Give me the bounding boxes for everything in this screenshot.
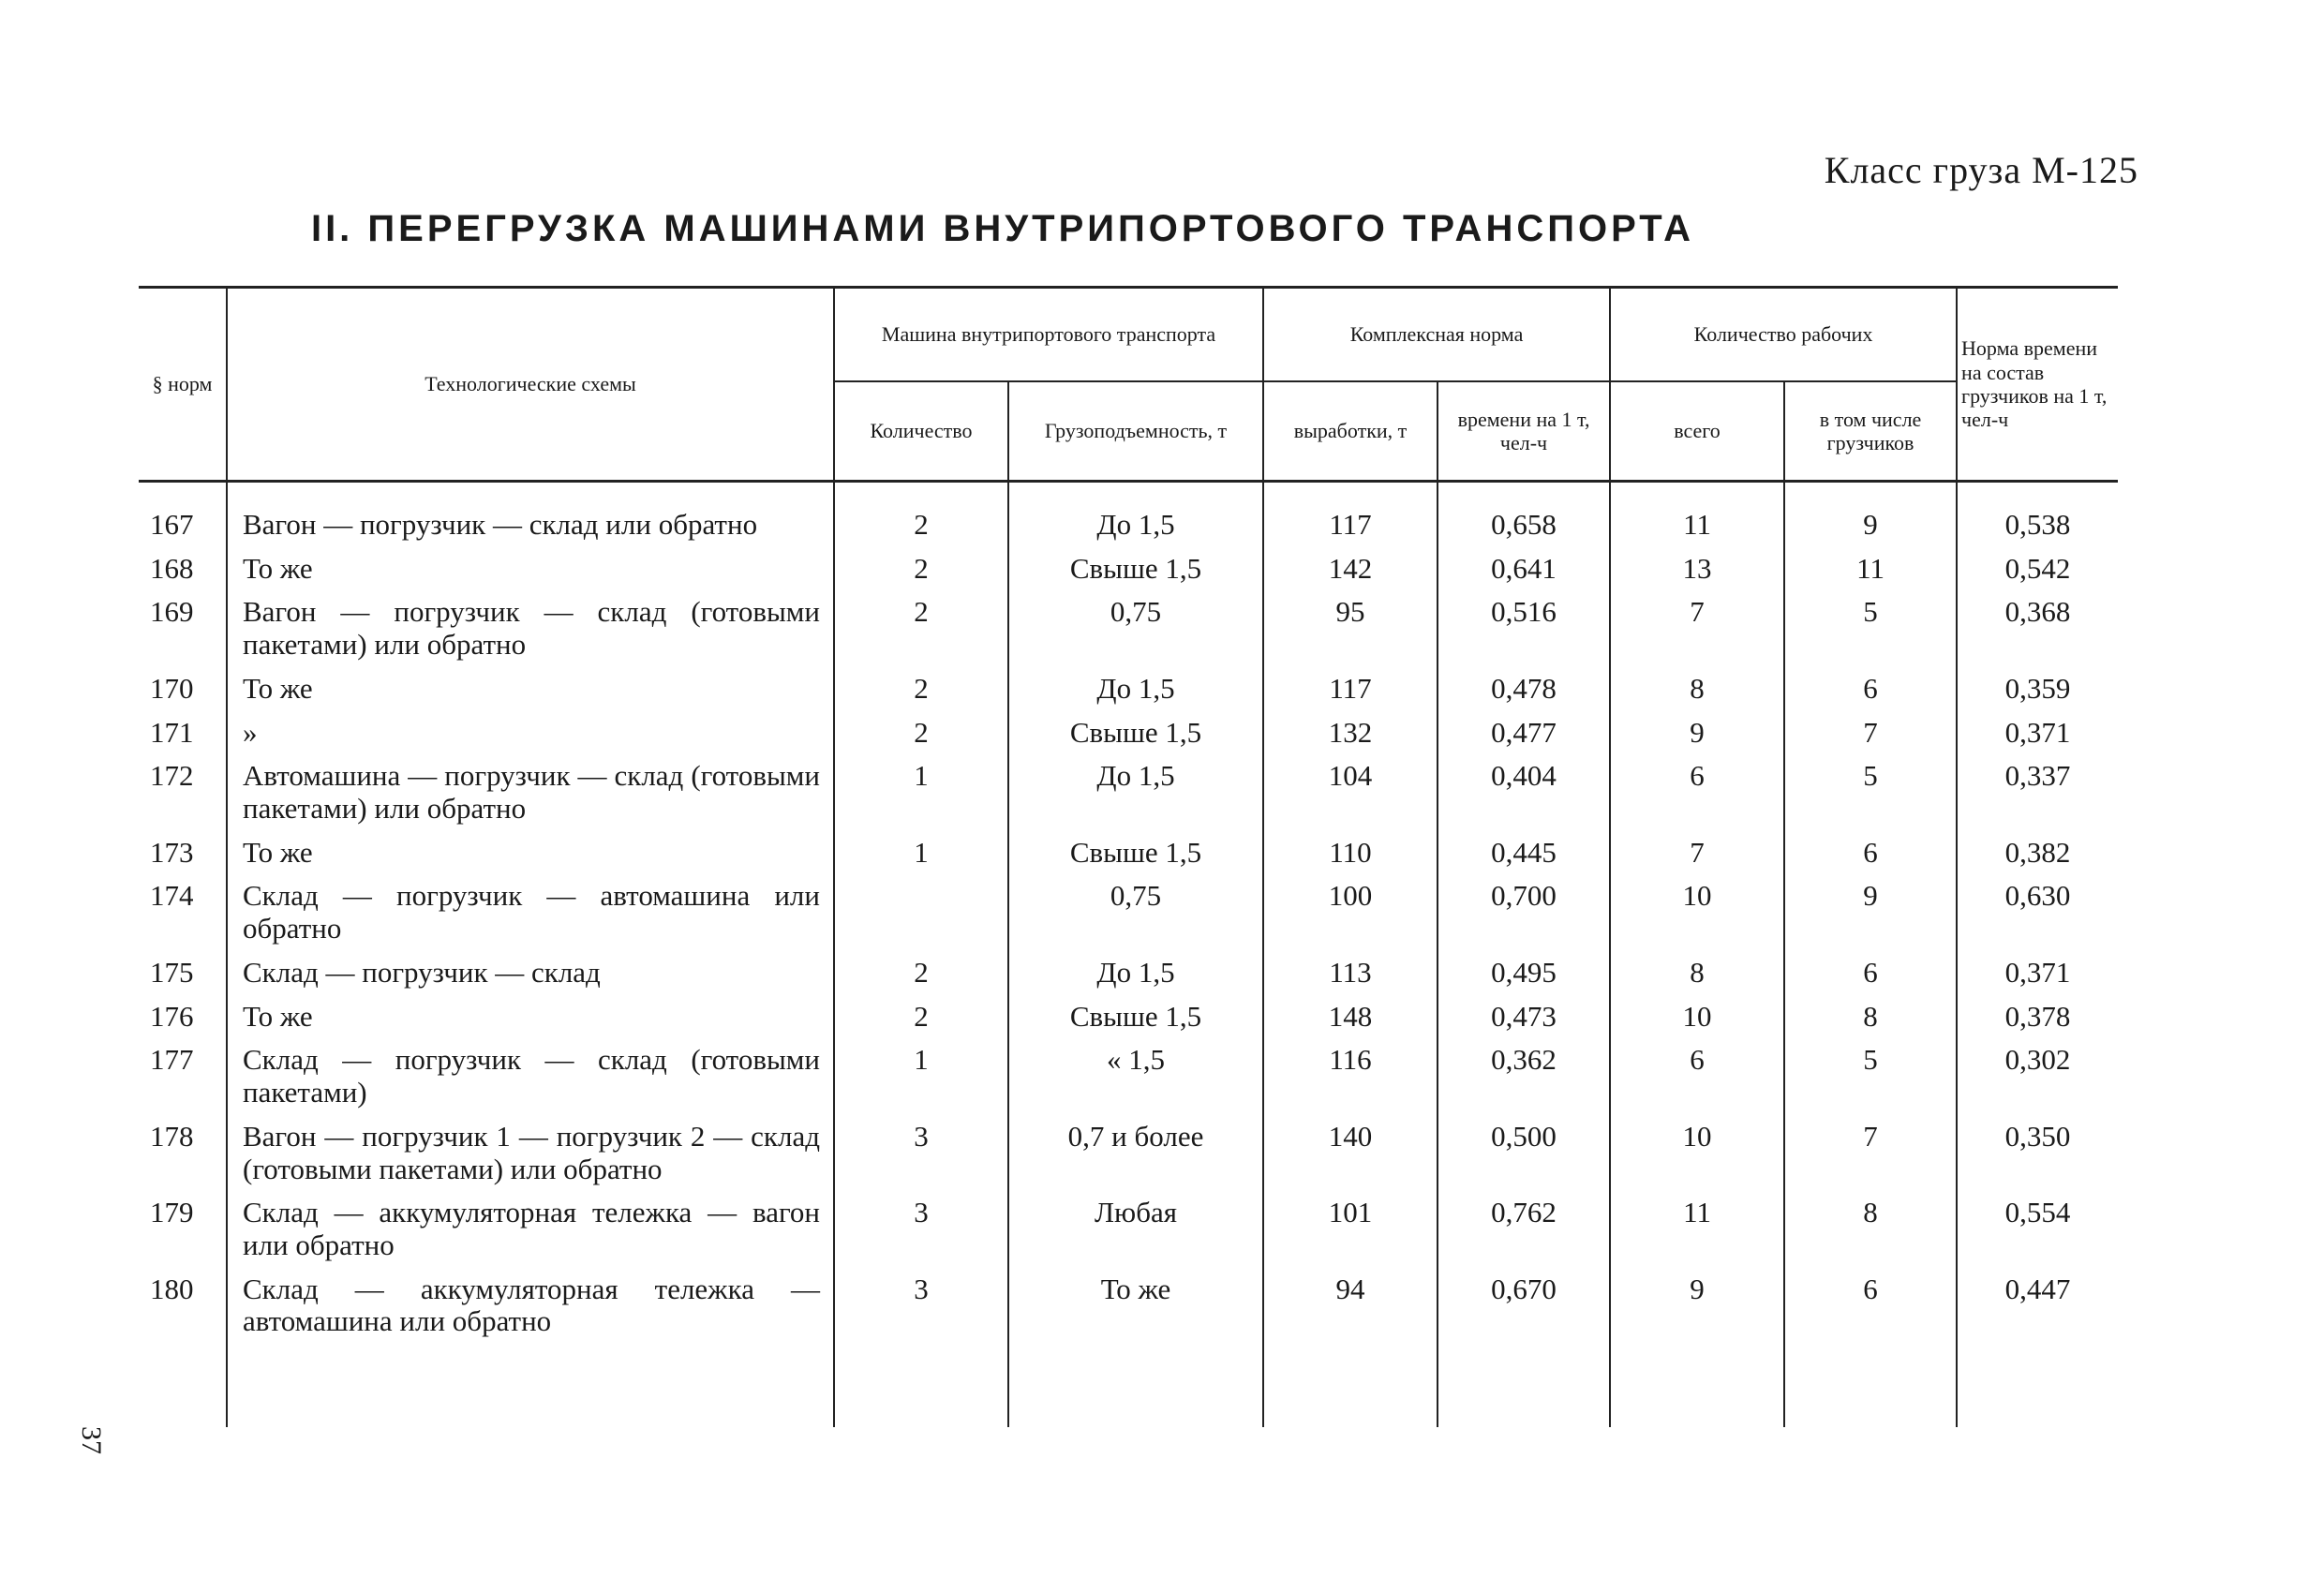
header-scheme: Технологические схемы — [227, 288, 834, 482]
row-time-norm: 0,630 — [1957, 869, 2118, 945]
row-time: 0,658 — [1438, 482, 1610, 542]
header-workers-total: всего — [1610, 381, 1784, 482]
row-number: 167 — [150, 508, 194, 541]
row-time-norm: 0,538 — [1957, 482, 2118, 542]
spacer-cell — [1263, 1338, 1438, 1427]
row-time-norm: 0,371 — [1957, 706, 2118, 750]
row-machine-count: 2 — [834, 662, 1008, 706]
header-complex-group: Комплексная норма — [1263, 288, 1610, 382]
row-workers-loaders: 5 — [1784, 1033, 1957, 1109]
row-time: 0,478 — [1438, 662, 1610, 706]
row-time: 0,404 — [1438, 749, 1610, 825]
row-workers-loaders: 8 — [1784, 990, 1957, 1034]
row-machine-count: 2 — [834, 706, 1008, 750]
row-capacity: Свыше 1,5 — [1008, 826, 1263, 870]
row-output: 148 — [1263, 990, 1438, 1034]
row-output: 100 — [1263, 869, 1438, 945]
table-row — [139, 1109, 2118, 1185]
row-capacity: До 1,5 — [1008, 662, 1263, 706]
table-row — [139, 585, 2118, 661]
row-scheme: То же — [227, 542, 834, 586]
row-output: 104 — [1263, 749, 1438, 825]
row-time: 0,641 — [1438, 542, 1610, 586]
row-scheme: Склад — аккумуляторная тележка — вагон или обратно — [227, 1185, 834, 1261]
row-workers-loaders: 8 — [1784, 1185, 1957, 1261]
row-time: 0,495 — [1438, 945, 1610, 990]
row-workers-total: 7 — [1610, 585, 1784, 661]
page-title: II. ПЕРЕГРУЗКА МАШИНАМИ ВНУТРИПОРТОВОГО ТРАНСПОРТА — [310, 208, 1695, 249]
header-workers-group: Количество рабочих — [1610, 288, 1957, 382]
page-number: 37 — [76, 1426, 107, 1454]
row-time: 0,516 — [1438, 585, 1610, 661]
table-body — [139, 482, 2118, 1428]
row-time-norm: 0,350 — [1957, 1109, 2118, 1185]
row-time: 0,700 — [1438, 869, 1610, 945]
row-scheme: То же — [227, 826, 834, 870]
table-row — [139, 1262, 2118, 1338]
table-row — [139, 990, 2118, 1034]
row-output: 95 — [1263, 585, 1438, 661]
row-time: 0,445 — [1438, 826, 1610, 870]
table-header — [139, 288, 2118, 482]
row-output: 113 — [1263, 945, 1438, 990]
row-capacity: До 1,5 — [1008, 945, 1263, 990]
row-output: 117 — [1263, 662, 1438, 706]
row-workers-total: 8 — [1610, 662, 1784, 706]
row-capacity: 0,75 — [1008, 869, 1263, 945]
row-machine-count: 2 — [834, 945, 1008, 990]
row-output: 132 — [1263, 706, 1438, 750]
row-time: 0,477 — [1438, 706, 1610, 750]
row-scheme: Склад — погрузчик — склад (готовыми пакетами) — [227, 1033, 834, 1109]
row-workers-loaders: 5 — [1784, 749, 1957, 825]
row-time-norm: 0,378 — [1957, 990, 2118, 1034]
row-output: 140 — [1263, 1109, 1438, 1185]
norm-table — [139, 286, 2118, 1427]
row-capacity: Свыше 1,5 — [1008, 542, 1263, 586]
row-machine-count: 2 — [834, 990, 1008, 1034]
row-capacity: 0,75 — [1008, 585, 1263, 661]
row-number: 174 — [150, 879, 194, 913]
row-workers-total: 7 — [1610, 826, 1784, 870]
row-capacity: Любая — [1008, 1185, 1263, 1261]
row-machine-count: 1 — [834, 826, 1008, 870]
header-output: выработки, т — [1263, 381, 1438, 482]
table-row — [139, 482, 2118, 542]
row-workers-loaders: 7 — [1784, 1109, 1957, 1185]
header-machine-count: Количество — [834, 381, 1008, 482]
row-workers-total: 11 — [1610, 1185, 1784, 1261]
row-machine-count: 3 — [834, 1109, 1008, 1185]
row-output: 94 — [1263, 1262, 1438, 1338]
row-workers-loaders: 6 — [1784, 826, 1957, 870]
row-workers-total: 9 — [1610, 706, 1784, 750]
row-time-norm: 0,554 — [1957, 1185, 2118, 1261]
spacer-cell — [1957, 1338, 2118, 1427]
row-number: 168 — [150, 551, 194, 585]
row-number: 169 — [150, 595, 194, 629]
row-capacity: До 1,5 — [1008, 749, 1263, 825]
table-row — [139, 749, 2118, 825]
row-scheme: Вагон — погрузчик 1 — погрузчик 2 — склад (готовыми пакетами) или обратно — [227, 1109, 834, 1185]
row-time: 0,473 — [1438, 990, 1610, 1034]
row-scheme: » — [227, 706, 834, 750]
spacer-cell — [139, 1338, 227, 1427]
table-row — [139, 826, 2118, 870]
row-number: 173 — [150, 835, 194, 869]
row-time-norm: 0,302 — [1957, 1033, 2118, 1109]
norm-table-container — [139, 286, 2118, 1427]
row-machine-count: 3 — [834, 1262, 1008, 1338]
table-row — [139, 869, 2118, 945]
row-workers-total: 6 — [1610, 1033, 1784, 1109]
table-row — [139, 706, 2118, 750]
header-capacity: Грузоподъемность, т — [1008, 381, 1263, 482]
row-scheme: Вагон — погрузчик — склад (готовыми пакетами) или обратно — [227, 585, 834, 661]
cargo-class: Класс груза М-125 — [1824, 149, 2138, 191]
row-capacity: « 1,5 — [1008, 1033, 1263, 1109]
row-scheme: Склад — погрузчик — автомашина или обратно — [227, 869, 834, 945]
row-capacity: Свыше 1,5 — [1008, 706, 1263, 750]
table-row — [139, 542, 2118, 586]
row-workers-total: 8 — [1610, 945, 1784, 990]
row-output: 116 — [1263, 1033, 1438, 1109]
spacer-cell — [1008, 1338, 1263, 1427]
row-capacity: То же — [1008, 1262, 1263, 1338]
row-workers-loaders: 6 — [1784, 1262, 1957, 1338]
row-machine-count: 2 — [834, 585, 1008, 661]
table-row — [139, 1185, 2118, 1261]
row-number: 172 — [150, 759, 194, 793]
row-workers-loaders: 11 — [1784, 542, 1957, 586]
row-machine-count: 1 — [834, 1033, 1008, 1109]
row-scheme: То же — [227, 990, 834, 1034]
row-machine-count: 3 — [834, 1185, 1008, 1261]
row-workers-loaders: 9 — [1784, 869, 1957, 945]
row-number: 178 — [150, 1119, 194, 1153]
row-number: 179 — [150, 1196, 194, 1229]
row-workers-loaders: 7 — [1784, 706, 1957, 750]
spacer-cell — [834, 1338, 1008, 1427]
row-capacity: Свыше 1,5 — [1008, 990, 1263, 1034]
table-row — [139, 1033, 2118, 1109]
row-capacity: До 1,5 — [1008, 482, 1263, 542]
row-time: 0,362 — [1438, 1033, 1610, 1109]
row-time: 0,670 — [1438, 1262, 1610, 1338]
row-scheme: То же — [227, 662, 834, 706]
row-output: 110 — [1263, 826, 1438, 870]
row-time-norm: 0,447 — [1957, 1262, 2118, 1338]
table-spacer-row — [139, 1338, 2118, 1427]
row-time-norm: 0,368 — [1957, 585, 2118, 661]
row-scheme: Вагон — погрузчик — склад или обратно — [227, 482, 834, 542]
row-time-norm: 0,382 — [1957, 826, 2118, 870]
row-time-norm: 0,337 — [1957, 749, 2118, 825]
row-scheme: Склад — погрузчик — склад — [227, 945, 834, 990]
row-number: 177 — [150, 1043, 194, 1077]
row-workers-loaders: 6 — [1784, 662, 1957, 706]
row-number: 176 — [150, 999, 194, 1033]
row-workers-total: 10 — [1610, 1109, 1784, 1185]
table-row — [139, 662, 2118, 706]
row-workers-loaders: 5 — [1784, 585, 1957, 661]
row-time: 0,500 — [1438, 1109, 1610, 1185]
row-machine-count — [834, 869, 1008, 945]
row-workers-total: 10 — [1610, 869, 1784, 945]
row-scheme: Автомашина — погрузчик — склад (готовыми пакетами) или обратно — [227, 749, 834, 825]
row-workers-loaders: 9 — [1784, 482, 1957, 542]
row-workers-loaders: 6 — [1784, 945, 1957, 990]
spacer-cell — [1610, 1338, 1784, 1427]
row-machine-count: 2 — [834, 542, 1008, 586]
row-output: 142 — [1263, 542, 1438, 586]
header-norm: § норм — [152, 372, 213, 396]
table-row — [139, 945, 2118, 990]
row-output: 117 — [1263, 482, 1438, 542]
row-time-norm: 0,542 — [1957, 542, 2118, 586]
row-machine-count: 1 — [834, 749, 1008, 825]
row-workers-total: 11 — [1610, 482, 1784, 542]
row-workers-total: 13 — [1610, 542, 1784, 586]
spacer-cell — [1438, 1338, 1610, 1427]
row-workers-total: 9 — [1610, 1262, 1784, 1338]
row-capacity: 0,7 и более — [1008, 1109, 1263, 1185]
row-workers-total: 6 — [1610, 749, 1784, 825]
row-output: 101 — [1263, 1185, 1438, 1261]
row-scheme: Склад — аккумуляторная тележка — автомашина или обратно — [227, 1262, 834, 1338]
row-workers-total: 10 — [1610, 990, 1784, 1034]
row-number: 170 — [150, 671, 194, 705]
row-number: 171 — [150, 715, 194, 749]
spacer-cell — [1784, 1338, 1957, 1427]
row-machine-count: 2 — [834, 482, 1008, 542]
header-machine-group: Машина внутрипортового транспорта — [834, 288, 1263, 382]
row-number: 180 — [150, 1272, 194, 1305]
spacer-cell — [227, 1338, 834, 1427]
header-time: времени на 1 т, чел-ч — [1438, 381, 1610, 482]
header-workers-loaders: в том числе грузчиков — [1784, 381, 1957, 482]
header-time-norm: Норма времени на состав грузчиков на 1 т, чел-ч — [1957, 288, 2118, 482]
row-time-norm: 0,359 — [1957, 662, 2118, 706]
row-time-norm: 0,371 — [1957, 945, 2118, 990]
row-time: 0,762 — [1438, 1185, 1610, 1261]
row-number: 175 — [150, 955, 194, 989]
